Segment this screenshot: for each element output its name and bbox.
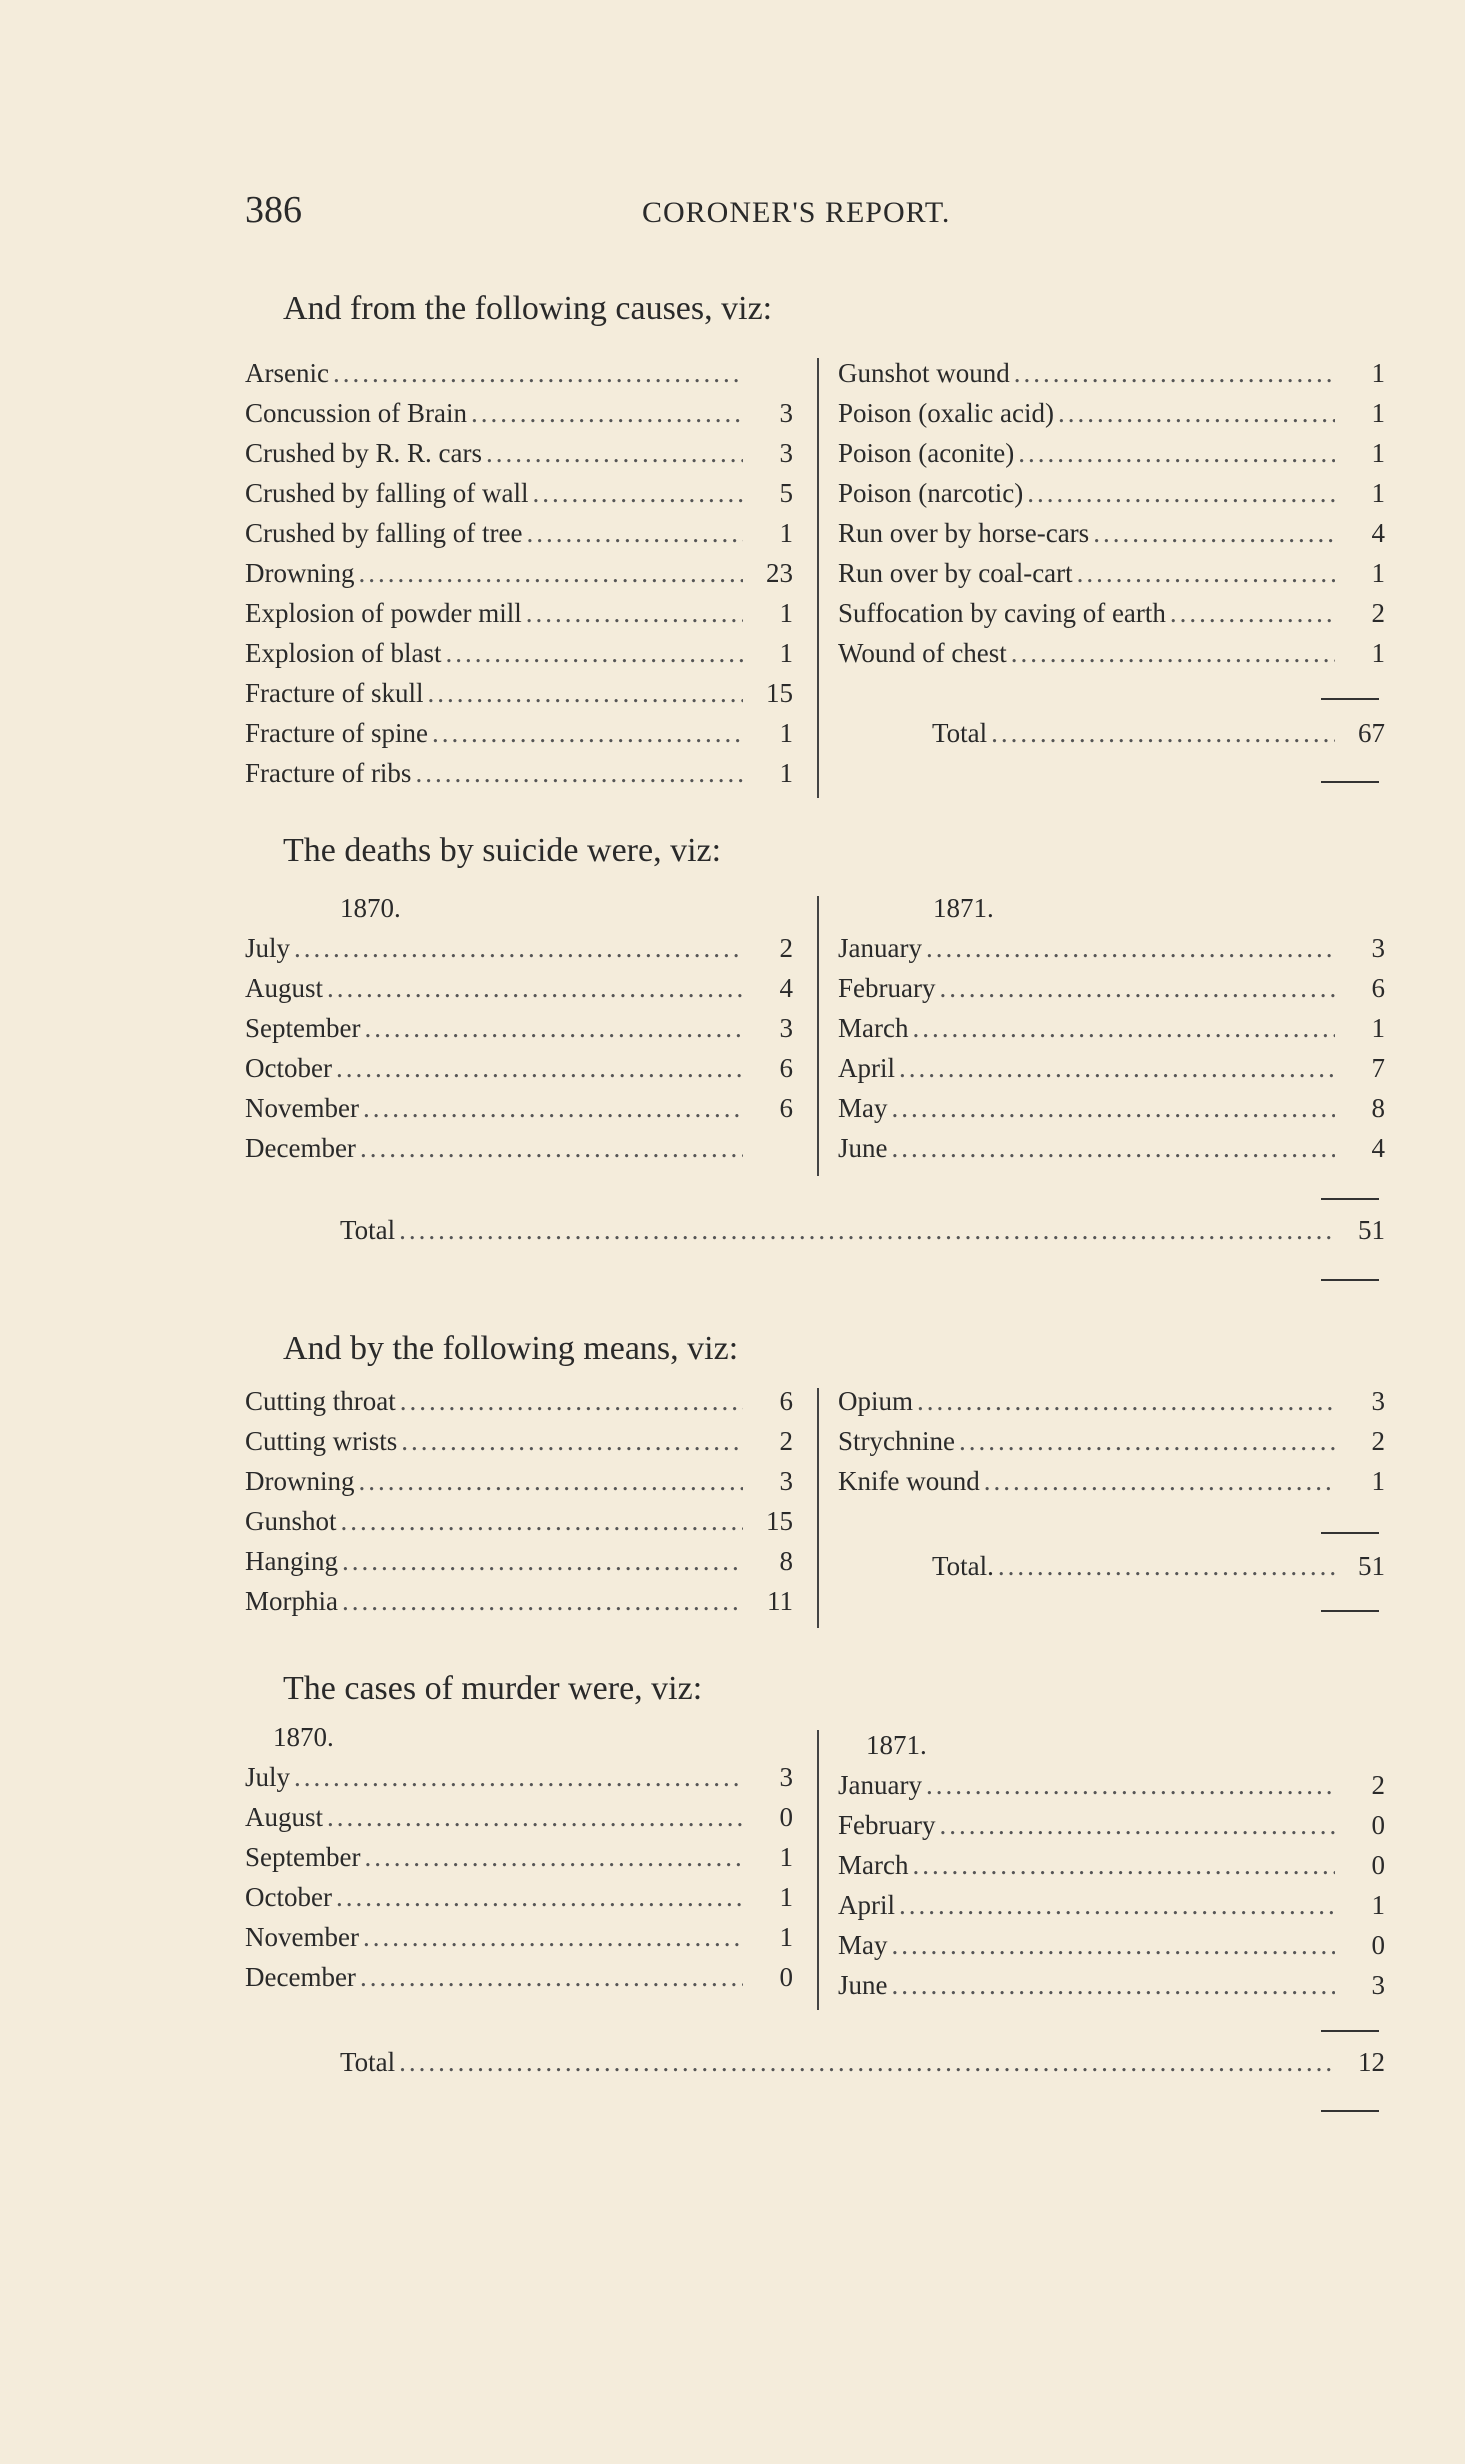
item-label: June — [838, 1133, 888, 1163]
item-value: 2 — [779, 933, 793, 963]
list-item — [245, 1133, 793, 1173]
item-label: Gunshot — [245, 1506, 337, 1536]
list-item — [838, 1810, 1385, 1850]
leader-dots — [939, 1810, 1335, 1841]
item-label: Crushed by R. R. cars — [245, 438, 482, 468]
leader-dots — [359, 1466, 744, 1497]
item-label: Drowning — [245, 1466, 355, 1496]
list-item — [245, 478, 793, 518]
list-item — [245, 1922, 793, 1962]
item-value: 8 — [1371, 1093, 1385, 1123]
item-value: 1 — [1371, 558, 1385, 588]
item-label: Explosion of powder mill — [245, 598, 522, 628]
list-item — [245, 1506, 793, 1546]
list-item — [245, 518, 793, 558]
item-label: Suffocation by caving of earth — [838, 598, 1166, 628]
leader-dots — [341, 1506, 743, 1537]
list-item — [838, 1133, 1385, 1173]
item-label: August — [245, 973, 324, 1003]
item-label: Run over by horse-cars — [838, 518, 1090, 548]
item-value: 2 — [779, 1426, 793, 1456]
item-value: 3 — [779, 1013, 793, 1043]
item-label: September — [245, 1842, 361, 1872]
item-label: March — [838, 1850, 909, 1880]
item-value: 1 — [1371, 638, 1385, 668]
leader-dots — [998, 1551, 1335, 1582]
item-label: Fracture of ribs — [245, 758, 412, 788]
list-item — [838, 933, 1385, 973]
leader-dots — [327, 973, 743, 1004]
list-item — [245, 438, 793, 478]
item-value: 1 — [779, 638, 793, 668]
item-label: Drowning — [245, 558, 355, 588]
list-item — [245, 638, 793, 678]
item-value: 15 — [766, 678, 793, 708]
leader-dots — [486, 438, 743, 469]
list-item — [838, 1053, 1385, 1093]
item-label: Cutting wrists — [245, 1426, 398, 1456]
item-value: 3 — [779, 1762, 793, 1792]
item-value: 2 — [1371, 598, 1385, 628]
list-item — [838, 638, 1385, 678]
leader-dots — [926, 933, 1335, 964]
list-item — [245, 358, 793, 398]
list-item — [838, 973, 1385, 1013]
murder-left-list — [245, 1762, 793, 2002]
suicide-right-list — [838, 933, 1385, 1173]
list-item — [838, 358, 1385, 398]
suicide-left-list — [245, 933, 793, 1173]
item-value: 4 — [1371, 1133, 1385, 1163]
item-label: April — [838, 1053, 895, 1083]
item-label: Crushed by falling of tree — [245, 518, 523, 548]
leader-dots — [427, 678, 743, 709]
leader-dots — [336, 1053, 743, 1084]
item-value: 0 — [779, 1962, 793, 1992]
rule — [1321, 1279, 1379, 1281]
leader-dots — [939, 973, 1335, 1004]
leader-dots — [917, 1386, 1335, 1417]
causes-total-row — [932, 718, 1385, 749]
item-label: Knife wound — [838, 1466, 980, 1496]
item-label: Poison (narcotic) — [838, 478, 1024, 508]
murder-total-row — [340, 2047, 1385, 2078]
list-item — [245, 933, 793, 973]
leader-dots — [991, 718, 1335, 749]
list-item — [245, 1013, 793, 1053]
total-label: Total — [340, 1215, 396, 1245]
item-value: 6 — [779, 1386, 793, 1416]
item-label: Gunshot wound — [838, 358, 1010, 388]
item-value: 1 — [1371, 1890, 1385, 1920]
total-value: 12 — [1358, 2047, 1385, 2077]
murder-left-col — [245, 1722, 793, 2002]
leader-dots — [912, 1850, 1335, 1881]
leader-dots — [1058, 398, 1335, 429]
means-total-row — [932, 1551, 1385, 1582]
item-value: 1 — [1371, 358, 1385, 388]
item-value: 1 — [779, 1842, 793, 1872]
page-title: CORONER'S REPORT. — [642, 196, 951, 229]
suicide-total-row — [340, 1215, 1385, 1246]
list-item — [245, 558, 793, 598]
item-label: August — [245, 1802, 324, 1832]
item-label: May — [838, 1930, 888, 1960]
total-label: Total — [340, 2047, 396, 2077]
column-divider — [817, 896, 819, 1176]
leader-dots — [1014, 358, 1335, 389]
causes-left-list — [245, 358, 793, 798]
item-value: 5 — [779, 478, 793, 508]
list-item — [245, 718, 793, 758]
total-label: Total — [932, 718, 988, 748]
leader-dots — [400, 1386, 743, 1417]
item-label: Arsenic — [245, 358, 329, 388]
list-item — [245, 1386, 793, 1426]
list-item — [838, 438, 1385, 478]
leader-dots — [471, 398, 743, 429]
item-value: 1 — [1371, 438, 1385, 468]
leader-dots — [342, 1546, 743, 1577]
item-label: Wound of chest — [838, 638, 1007, 668]
list-item — [245, 1882, 793, 1922]
total-value: 51 — [1358, 1215, 1385, 1245]
column-divider — [817, 358, 819, 798]
item-label: June — [838, 1970, 888, 2000]
list-item — [838, 478, 1385, 518]
item-value: 1 — [1371, 1013, 1385, 1043]
leader-dots — [926, 1770, 1335, 1801]
list-item — [838, 398, 1385, 438]
leader-dots — [399, 2047, 1335, 2078]
leader-dots — [526, 518, 743, 549]
item-value: 6 — [779, 1093, 793, 1123]
list-item — [838, 558, 1385, 598]
item-label: February — [838, 973, 936, 1003]
item-label: December — [245, 1962, 356, 1992]
item-label: Poison (oxalic acid) — [838, 398, 1054, 428]
item-label: Crushed by falling of wall — [245, 478, 529, 508]
means-right-list — [838, 1386, 1385, 1506]
total-value: 51 — [1358, 1551, 1385, 1581]
list-item — [838, 1386, 1385, 1426]
item-label: Explosion of blast — [245, 638, 442, 668]
item-label: March — [838, 1013, 909, 1043]
leader-dots — [363, 1093, 743, 1124]
list-item — [245, 398, 793, 438]
item-value: 0 — [779, 1802, 793, 1832]
item-label: January — [838, 1770, 922, 1800]
item-value: 3 — [779, 1466, 793, 1496]
column-divider — [817, 1388, 819, 1628]
item-value: 4 — [1371, 518, 1385, 548]
leader-dots — [899, 1890, 1335, 1921]
list-item — [245, 1762, 793, 1802]
item-label: May — [838, 1093, 888, 1123]
item-label: September — [245, 1013, 361, 1043]
item-value: 3 — [779, 398, 793, 428]
leader-dots — [333, 358, 743, 389]
rule — [1321, 781, 1379, 783]
item-value: 0 — [1371, 1930, 1385, 1960]
item-label: Opium — [838, 1386, 914, 1416]
item-value: 23 — [766, 558, 793, 588]
list-item — [838, 1930, 1385, 1970]
leader-dots — [1093, 518, 1335, 549]
item-label: November — [245, 1093, 359, 1123]
list-item — [245, 1842, 793, 1882]
leader-dots — [336, 1882, 743, 1913]
column-divider — [817, 1730, 819, 2010]
causes-right-list — [838, 358, 1385, 678]
rule — [1321, 1198, 1379, 1200]
item-label: November — [245, 1922, 359, 1952]
item-value: 7 — [1371, 1053, 1385, 1083]
list-item — [838, 1770, 1385, 1810]
page-number: 386 — [245, 189, 302, 231]
item-label: April — [838, 1890, 895, 1920]
leader-dots — [364, 1013, 743, 1044]
total-value: 67 — [1358, 718, 1385, 748]
leader-dots — [360, 1133, 743, 1164]
leader-dots — [401, 1426, 743, 1457]
leader-dots — [1077, 558, 1335, 589]
item-label: July — [245, 1762, 291, 1792]
item-label: October — [245, 1882, 332, 1912]
item-value: 3 — [779, 438, 793, 468]
item-value: 3 — [1371, 933, 1385, 963]
year-label: 1870. — [273, 1722, 334, 1752]
item-value: 2 — [1371, 1770, 1385, 1800]
list-item — [838, 1013, 1385, 1053]
leader-dots — [912, 1013, 1335, 1044]
suicide-left-col — [245, 893, 793, 1173]
item-label: July — [245, 933, 291, 963]
leader-dots — [899, 1053, 1335, 1084]
leader-dots — [892, 1930, 1336, 1961]
item-label: Hanging — [245, 1546, 338, 1576]
item-value: 15 — [766, 1506, 793, 1536]
leader-dots — [532, 478, 743, 509]
item-value: 1 — [779, 598, 793, 628]
item-label: Poison (aconite) — [838, 438, 1015, 468]
item-label: Run over by coal-cart — [838, 558, 1073, 588]
item-value: 1 — [779, 718, 793, 748]
leader-dots — [892, 1133, 1336, 1164]
leader-dots — [327, 1802, 743, 1833]
item-value: 6 — [779, 1053, 793, 1083]
list-item — [245, 1962, 793, 2002]
item-value: 4 — [779, 973, 793, 1003]
total-label: Total. — [932, 1551, 994, 1581]
leader-dots — [359, 558, 744, 589]
leader-dots — [415, 758, 743, 789]
leader-dots — [1170, 598, 1335, 629]
item-value: 11 — [767, 1586, 793, 1616]
list-item — [245, 1546, 793, 1586]
list-item — [838, 1093, 1385, 1133]
list-item — [838, 1970, 1385, 2010]
list-item — [838, 518, 1385, 558]
year-label: 1870. — [340, 893, 401, 923]
list-item — [838, 1890, 1385, 1930]
leader-dots — [360, 1962, 743, 1993]
item-value: 1 — [1371, 478, 1385, 508]
item-value: 1 — [1371, 398, 1385, 428]
item-label: Concussion of Brain — [245, 398, 467, 428]
running-head — [245, 188, 1345, 238]
leader-dots — [984, 1466, 1335, 1497]
rule — [1321, 2110, 1379, 2112]
leader-dots — [892, 1093, 1336, 1124]
item-label: October — [245, 1053, 332, 1083]
list-item — [245, 973, 793, 1013]
item-label: January — [838, 933, 922, 963]
list-item — [245, 678, 793, 718]
suicide-right-col — [838, 893, 1385, 1173]
list-item — [245, 758, 793, 798]
leader-dots — [342, 1586, 743, 1617]
item-value: 0 — [1371, 1810, 1385, 1840]
suicide-heading: The deaths by suicide were, viz: — [283, 832, 722, 869]
murder-right-list — [838, 1770, 1385, 2010]
year-label: 1871. — [933, 893, 994, 923]
murder-heading: The cases of murder were, viz: — [283, 1670, 703, 1707]
leader-dots — [1018, 438, 1335, 469]
item-value: 1 — [779, 518, 793, 548]
leader-dots — [432, 718, 743, 749]
item-label: Fracture of skull — [245, 678, 424, 708]
item-value: 1 — [779, 1922, 793, 1952]
year-label: 1871. — [866, 1730, 927, 1760]
item-value: 0 — [1371, 1850, 1385, 1880]
item-label: Cutting throat — [245, 1386, 396, 1416]
rule — [1321, 2030, 1379, 2032]
leader-dots — [446, 638, 744, 669]
item-value: 1 — [779, 758, 793, 788]
means-heading: And by the following means, viz: — [283, 1330, 739, 1367]
leader-dots — [1011, 638, 1335, 669]
list-item — [838, 1426, 1385, 1466]
item-value: 2 — [1371, 1426, 1385, 1456]
item-label: Morphia — [245, 1586, 338, 1616]
leader-dots — [294, 933, 743, 964]
rule — [1321, 698, 1379, 700]
item-label: Fracture of spine — [245, 718, 428, 748]
item-label: February — [838, 1810, 936, 1840]
item-value: 6 — [1371, 973, 1385, 1003]
causes-heading: And from the following causes, viz: — [283, 290, 773, 327]
means-left-list — [245, 1386, 793, 1626]
list-item — [838, 1850, 1385, 1890]
leader-dots — [364, 1842, 743, 1873]
item-value: 1 — [1371, 1466, 1385, 1496]
rule — [1321, 1532, 1379, 1534]
rule — [1321, 1610, 1379, 1612]
leader-dots — [1027, 478, 1335, 509]
item-value: 3 — [1371, 1386, 1385, 1416]
list-item — [838, 598, 1385, 638]
list-item — [245, 1586, 793, 1626]
item-label: December — [245, 1133, 356, 1163]
leader-dots — [294, 1762, 743, 1793]
leader-dots — [892, 1970, 1336, 2001]
item-value: 1 — [779, 1882, 793, 1912]
leader-dots — [399, 1215, 1335, 1246]
list-item — [245, 1093, 793, 1133]
list-item — [245, 1802, 793, 1842]
list-item — [245, 1466, 793, 1506]
item-value: 8 — [779, 1546, 793, 1576]
item-label: Strychnine — [838, 1426, 955, 1456]
leader-dots — [959, 1426, 1335, 1457]
list-item — [245, 598, 793, 638]
list-item — [838, 1466, 1385, 1506]
item-value: 3 — [1371, 1970, 1385, 2000]
murder-right-col — [838, 1730, 1385, 2010]
list-item — [245, 1426, 793, 1466]
leader-dots — [363, 1922, 743, 1953]
list-item — [245, 1053, 793, 1093]
leader-dots — [526, 598, 743, 629]
